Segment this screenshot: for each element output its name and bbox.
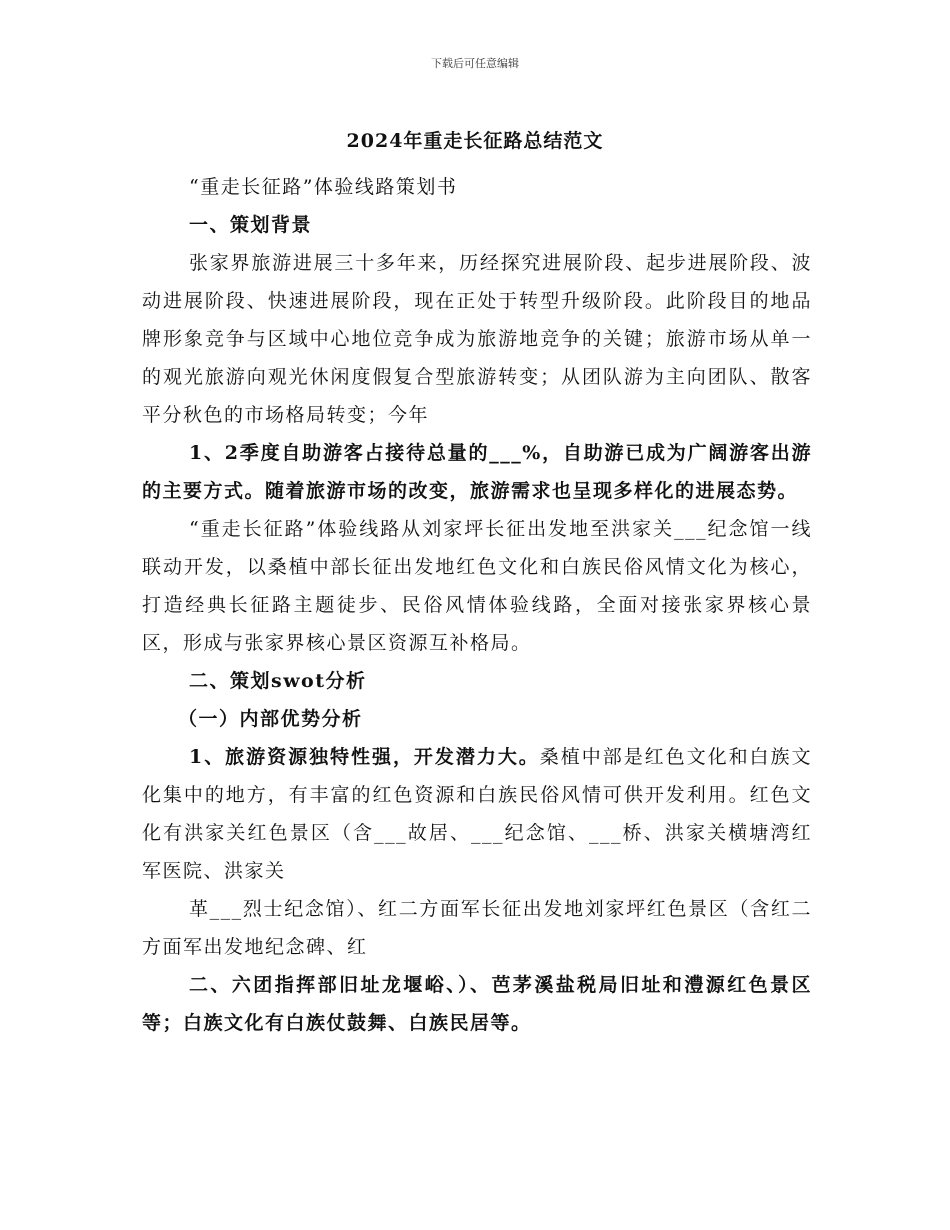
bold-paragraph: 二、六团指挥部旧址龙堰峪、）、芭茅溪盐税局旧址和澧源红色景区等；白族文化有白族仗鼓舞、白族民居等。: [142, 974, 812, 1034]
body-paragraph-with-lead: [142, 738, 812, 890]
document-body: [142, 168, 812, 1042]
document-title: 2024年重走长征路总结范文: [346, 130, 604, 152]
section-heading-background: 一、策划背景: [189, 214, 313, 236]
bold-lead-in: 1、旅游资源独特性强，开发潜力大。: [189, 746, 540, 768]
section-heading-swot: 二、策划swot分析: [189, 670, 367, 692]
subtitle-paragraph: “重走长征路”体验线路策划书: [189, 176, 458, 198]
page-header-note: 下载后可任意编辑: [431, 57, 519, 70]
bold-paragraph: 1、2季度自助游客占接待总量的___%，自助游已成为广阔游客出游的主要方式。随着旅游市场的改变，旅游需求也呈现多样化的进展态势。: [142, 442, 812, 502]
body-paragraph: 张家界旅游进展三十多年来，历经探究进展阶段、起步进展阶段、波动进展阶段、快速进展阶段，现在正处于转型升级阶段。此阶段目的地品牌形象竞争与区域中心地位竞争成为旅游地竞争的关键；旅游市场从单一的观光旅游向观光休闲度假复合型旅游转变；从团队游为主向团队、散客平分秋色的市场格局转变；今年: [142, 252, 812, 426]
subsection-heading: （一）内部优势分析: [178, 708, 363, 730]
body-text: 桑植中部是红色文化和白族文化集中的地方，有丰富的红色资源和白族民俗风情可供开发利用。红色文化有洪家关红色景区（含___故居、___纪念馆、___桥、洪家关横塘湾红军医院、洪家关: [142, 746, 812, 882]
body-paragraph: 革___烈士纪念馆）、红二方面军长征出发地刘家坪红色景区（含红二方面军出发地纪念碑、红: [142, 898, 812, 958]
body-paragraph: “重走长征路”体验线路从刘家坪长征出发地至洪家关___纪念馆一线联动开发，以桑植中部长征出发地红色文化和白族民俗风情文化为核心，打造经典长征路主题徒步、民俗风情体验线路，全面对接张家界核心景区，形成与张家界核心景区资源互补格局。: [142, 518, 812, 654]
